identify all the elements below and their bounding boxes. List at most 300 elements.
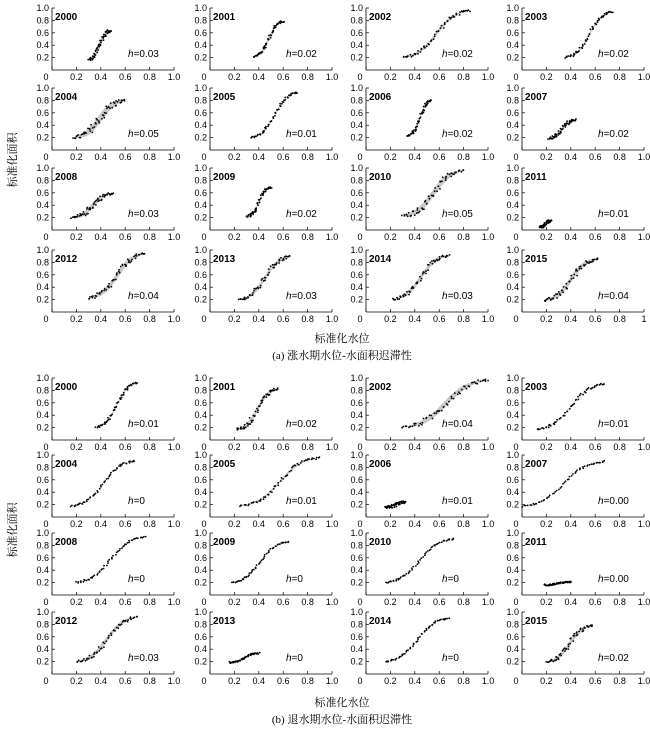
data-point: [404, 501, 406, 503]
y-tick-label: 1.0: [194, 528, 207, 538]
x-tick-label: 0.6: [118, 597, 132, 607]
data-point: [105, 289, 107, 291]
h-symbol: h: [286, 496, 292, 507]
x-tick-label: 0.8: [143, 676, 156, 686]
data-point: [81, 503, 83, 505]
hysteresis-index-label: [286, 49, 317, 60]
data-point: [83, 658, 85, 660]
x-tick-label: 0: [357, 676, 363, 686]
h-value: =0.02: [603, 49, 629, 60]
h-value: =0: [291, 574, 303, 585]
data-point: [573, 403, 575, 405]
x-tick-label: 1.0: [481, 232, 495, 242]
x-tick-label: 0: [513, 676, 519, 686]
data-point: [121, 623, 123, 625]
y-tick-label: 0.8: [36, 175, 49, 186]
data-point: [263, 48, 265, 50]
data-point: [111, 557, 113, 559]
data-point: [100, 40, 102, 42]
data-point: [439, 258, 441, 260]
data-point: [110, 102, 112, 104]
data-point: [565, 480, 567, 482]
x-tick-label: 0: [201, 314, 207, 324]
data-point: [103, 39, 105, 41]
data-point: [254, 415, 256, 417]
y-tick-label: 0.4: [350, 120, 363, 131]
y-tick-label: 0.4: [506, 644, 519, 655]
data-point: [588, 35, 590, 37]
x-tick-label: 0.4: [94, 676, 108, 686]
data-point: [573, 277, 575, 279]
h-symbol: h: [442, 653, 448, 664]
data-point: [136, 382, 138, 384]
data-point: [102, 194, 104, 196]
h-symbol: h: [442, 574, 448, 585]
data-point: [454, 392, 456, 394]
data-point: [263, 130, 265, 132]
x-tick-label: 0.8: [143, 597, 156, 607]
y-tick-label: 0.4: [36, 565, 49, 576]
data-point: [415, 128, 417, 130]
data-point: [430, 99, 432, 101]
data-point: [525, 505, 527, 507]
y-tick-label: 1.0: [194, 450, 207, 460]
data-point: [120, 398, 122, 400]
data-point: [92, 132, 94, 134]
data-point: [273, 267, 275, 269]
x-tick-label: 0.8: [143, 442, 156, 452]
data-point: [106, 107, 108, 109]
data-point: [413, 133, 415, 135]
data-point: [311, 457, 313, 459]
data-point: [89, 496, 91, 498]
data-point: [459, 11, 461, 13]
data-point: [396, 506, 398, 508]
data-point: [277, 544, 279, 546]
data-point: [95, 50, 97, 52]
data-point: [447, 255, 449, 257]
h-value: =0.02: [447, 49, 473, 60]
x-tick-label: 1.0: [481, 519, 495, 529]
data-point: [285, 258, 287, 260]
data-point: [313, 458, 315, 460]
data-point: [572, 640, 574, 642]
data-point: [569, 476, 571, 478]
data-point: [435, 412, 437, 414]
panel-rising-2014: [350, 245, 494, 324]
data-point: [585, 392, 587, 394]
x-tick-label: 0.4: [94, 519, 108, 529]
x-tick-label: 0: [513, 519, 519, 529]
data-point: [400, 656, 402, 658]
h-value: =0: [133, 496, 145, 507]
data-point: [89, 296, 91, 298]
data-point: [268, 272, 270, 274]
data-point: [453, 174, 455, 176]
x-tick-label: 0: [43, 152, 49, 162]
x-tick-label: 0.2: [540, 442, 553, 452]
data-point: [416, 209, 418, 211]
panel-year-label: 2010: [369, 537, 392, 548]
y-tick-label: 1.0: [194, 607, 207, 617]
data-point: [246, 576, 248, 578]
data-point: [266, 553, 268, 555]
y-tick-label: 1.0: [506, 373, 519, 383]
panel-year-label: 2013: [213, 616, 236, 627]
data-point: [267, 125, 269, 127]
x-tick-label: 0.6: [588, 519, 602, 529]
data-point: [123, 392, 125, 394]
x-tick-label: 0.6: [588, 442, 602, 452]
data-point: [422, 273, 424, 275]
data-point: [95, 493, 97, 495]
data-point: [137, 537, 139, 539]
x-tick-label: 0.4: [408, 676, 422, 686]
data-point: [97, 573, 99, 575]
data-point: [586, 262, 588, 264]
y-tick-label: 0.2: [194, 499, 207, 510]
data-point: [603, 383, 605, 385]
panel-year-label: 2005: [213, 92, 236, 103]
h-symbol: h: [128, 49, 134, 60]
data-point: [564, 650, 566, 652]
y-tick-label: 0.6: [350, 397, 363, 408]
data-point: [427, 550, 429, 552]
data-point: [106, 421, 108, 423]
panel-rising-2001: [194, 3, 338, 82]
x-tick-label: 0.2: [540, 232, 553, 242]
data-point: [117, 101, 119, 103]
x-tick-label: 0.4: [408, 597, 422, 607]
data-point: [101, 199, 103, 201]
data-point: [439, 256, 441, 258]
panel-year-label: 2000: [55, 382, 78, 393]
panel-year-label: 2005: [213, 459, 236, 470]
data-point: [131, 259, 133, 261]
data-point: [105, 640, 107, 642]
y-tick-label: 1.0: [350, 373, 363, 383]
data-point: [112, 192, 114, 194]
x-tick-label: 1.0: [167, 72, 181, 82]
data-point: [250, 215, 252, 217]
data-point: [77, 214, 79, 216]
hysteresis-index-label: [598, 653, 629, 664]
data-point: [283, 101, 285, 103]
x-tick-label: 0.4: [564, 72, 578, 82]
panel-year-label: 2009: [213, 172, 236, 183]
data-point: [99, 571, 101, 573]
h-value: =0.05: [133, 129, 159, 140]
data-point: [594, 385, 596, 387]
data-point: [130, 616, 132, 618]
data-point: [425, 270, 427, 272]
data-point: [103, 646, 105, 648]
data-point: [262, 399, 264, 401]
data-point: [99, 44, 101, 46]
data-point: [409, 426, 411, 428]
x-tick-label: 0.8: [143, 314, 156, 324]
data-point: [571, 475, 573, 477]
data-point: [259, 199, 261, 201]
hysteresis-index-label: [286, 129, 317, 140]
y-tick-label: 0.2: [36, 499, 49, 510]
data-point: [104, 423, 106, 425]
data-point: [279, 543, 281, 545]
h-symbol: h: [286, 129, 292, 140]
data-point: [407, 55, 409, 57]
x-tick-label: 0.6: [276, 232, 290, 242]
data-point: [445, 177, 447, 179]
data-point: [575, 118, 577, 120]
x-tick-label: 0.6: [588, 232, 602, 242]
x-tick-label: 0.4: [564, 676, 578, 686]
x-tick-label: 0.4: [564, 232, 578, 242]
y-tick-label: 0.4: [36, 200, 49, 211]
data-point: [108, 283, 110, 285]
y-tick-label: 1.0: [506, 450, 519, 460]
y-tick-label: 1.0: [506, 528, 519, 538]
data-point: [95, 122, 97, 124]
data-point: [131, 540, 133, 542]
data-point: [412, 645, 414, 647]
y-tick-label: 0.6: [194, 107, 207, 118]
data-point: [297, 463, 299, 465]
data-point: [92, 295, 94, 297]
data-point: [108, 31, 110, 33]
data-point: [123, 462, 125, 464]
data-point: [405, 573, 407, 575]
data-point: [103, 34, 105, 36]
x-tick-label: 0.2: [540, 519, 553, 529]
data-point: [88, 579, 90, 581]
y-tick-label: 0.8: [36, 540, 49, 551]
hysteresis-area: [393, 255, 449, 299]
xlabel-a: 标准化水位: [314, 333, 370, 345]
data-point: [96, 652, 98, 654]
data-point: [420, 117, 422, 119]
data-point: [411, 569, 413, 571]
data-point: [119, 464, 121, 466]
data-point: [262, 51, 264, 53]
data-point: [253, 501, 255, 503]
data-point: [568, 646, 570, 648]
panel-falling-2009: [194, 528, 338, 607]
data-point: [265, 396, 267, 398]
data-point: [426, 45, 428, 47]
data-point: [94, 126, 96, 128]
data-point: [106, 478, 108, 480]
data-point: [265, 496, 267, 498]
data-point: [445, 179, 447, 181]
data-point: [561, 289, 563, 291]
data-point: [82, 660, 84, 662]
data-point: [102, 196, 104, 198]
data-point: [254, 653, 256, 655]
x-tick-label: 0.8: [613, 72, 626, 82]
data-point: [101, 568, 103, 570]
hysteresis-index-label: [128, 574, 145, 585]
data-point: [255, 55, 257, 57]
data-point: [252, 292, 254, 294]
x-tick-label: 1.0: [637, 152, 650, 162]
panel-rising-2000: [36, 3, 180, 82]
data-point: [108, 559, 110, 561]
data-point: [251, 421, 253, 423]
data-point: [245, 427, 247, 429]
data-point: [545, 223, 547, 225]
data-point: [282, 478, 284, 480]
data-point: [596, 384, 598, 386]
y-tick-label: 0.4: [506, 282, 519, 293]
data-point: [432, 195, 434, 197]
data-point: [90, 57, 92, 59]
data-point: [421, 278, 423, 280]
data-point: [425, 273, 427, 275]
hysteresis-index-label: [128, 209, 159, 220]
data-point: [74, 137, 76, 139]
data-point: [579, 467, 581, 469]
data-point: [101, 424, 103, 426]
data-point: [127, 386, 129, 388]
x-tick-label: 0.4: [94, 314, 108, 324]
y-tick-label: 0.6: [506, 27, 519, 38]
data-point: [289, 255, 291, 257]
h-value: =0.02: [291, 419, 317, 430]
data-point: [123, 545, 125, 547]
data-point: [259, 405, 261, 407]
data-point: [585, 264, 587, 266]
data-point: [287, 474, 289, 476]
data-point: [592, 387, 594, 389]
y-tick-label: 0.8: [350, 175, 363, 186]
data-point: [582, 466, 584, 468]
data-point: [422, 556, 424, 558]
data-point: [95, 200, 97, 202]
data-point: [549, 495, 551, 497]
x-tick-label: 0.8: [613, 519, 626, 529]
x-tick-label: 0.4: [564, 597, 578, 607]
x-tick-label: 1.0: [325, 314, 339, 324]
data-point: [303, 460, 305, 462]
data-point: [102, 641, 104, 643]
data-point: [274, 112, 276, 114]
x-tick-label: 1.0: [637, 232, 650, 242]
data-point: [249, 572, 251, 574]
data-point: [97, 198, 99, 200]
data-point: [595, 23, 597, 25]
data-point: [425, 628, 427, 630]
data-point: [429, 414, 431, 416]
x-tick-label: 1.0: [481, 152, 495, 162]
y-tick-label: 0.8: [350, 385, 363, 396]
y-tick-label: 0.8: [506, 385, 519, 396]
y-tick-label: 1.0: [36, 528, 49, 538]
data-point: [567, 55, 569, 57]
data-point: [558, 130, 560, 132]
x-tick-label: 0: [201, 676, 207, 686]
data-point: [566, 56, 568, 58]
data-point: [579, 47, 581, 49]
data-point: [110, 472, 112, 474]
data-point: [569, 408, 571, 410]
x-tick-label: 0.6: [276, 72, 290, 82]
data-point: [422, 422, 424, 424]
x-tick-label: 0.4: [564, 152, 578, 162]
data-point: [552, 661, 554, 663]
data-point: [410, 54, 412, 56]
data-point: [417, 563, 419, 565]
y-tick-label: 1.0: [36, 83, 49, 93]
y-tick-label: 0.2: [506, 422, 519, 433]
y-tick-label: 0.4: [36, 120, 49, 131]
data-point: [415, 423, 417, 425]
data-point: [572, 473, 574, 475]
data-point: [527, 505, 529, 507]
data-point: [593, 259, 595, 261]
data-point: [278, 262, 280, 264]
data-point: [603, 15, 605, 17]
y-tick-label: 0.6: [506, 552, 519, 563]
x-tick-label: 0.2: [384, 442, 397, 452]
hysteresis-index-label: [598, 49, 629, 60]
y-tick-label: 0.4: [36, 410, 49, 421]
data-point: [244, 576, 246, 578]
hysteresis-index-label: [598, 209, 629, 220]
data-point: [396, 578, 398, 580]
data-point: [440, 619, 442, 621]
panel-falling-2015: [506, 607, 650, 686]
data-point: [123, 394, 125, 396]
data-point: [273, 488, 275, 490]
y-tick-label: 0.4: [506, 40, 519, 51]
x-tick-label: 0: [357, 442, 363, 452]
y-tick-label: 0.4: [194, 565, 207, 576]
x-tick-label: 0.2: [384, 72, 397, 82]
hysteresis-index-label: [286, 419, 317, 430]
data-point: [143, 536, 145, 538]
data-point: [557, 134, 559, 136]
x-tick-label: 0.4: [408, 519, 422, 529]
data-point: [407, 649, 409, 651]
data-point: [275, 485, 277, 487]
y-tick-label: 1.0: [194, 163, 207, 173]
x-tick-label: 0: [513, 597, 519, 607]
caption-a: (a) 涨水期水位-水面积迟滞性: [272, 350, 412, 362]
x-tick-label: 1.0: [481, 442, 495, 452]
data-point: [592, 27, 594, 29]
data-point: [417, 640, 419, 642]
h-value: =0.01: [603, 419, 629, 430]
data-point: [550, 425, 552, 427]
hysteresis-index-label: [442, 419, 473, 430]
data-point: [419, 276, 421, 278]
x-tick-label: 0.8: [613, 442, 626, 452]
hysteresis-index-label: [598, 496, 629, 507]
h-value: =0.02: [603, 129, 629, 140]
data-point: [573, 633, 575, 635]
data-point: [76, 216, 78, 218]
data-point: [260, 134, 262, 136]
x-tick-label: 0: [43, 597, 49, 607]
data-point: [276, 262, 278, 264]
h-value: =0.04: [603, 291, 629, 302]
x-tick-label: 0: [201, 442, 207, 452]
data-point: [98, 46, 100, 48]
data-point: [409, 647, 411, 649]
hysteresis-index-label: [128, 291, 159, 302]
data-point: [255, 411, 257, 413]
y-tick-label: 0.6: [194, 474, 207, 485]
